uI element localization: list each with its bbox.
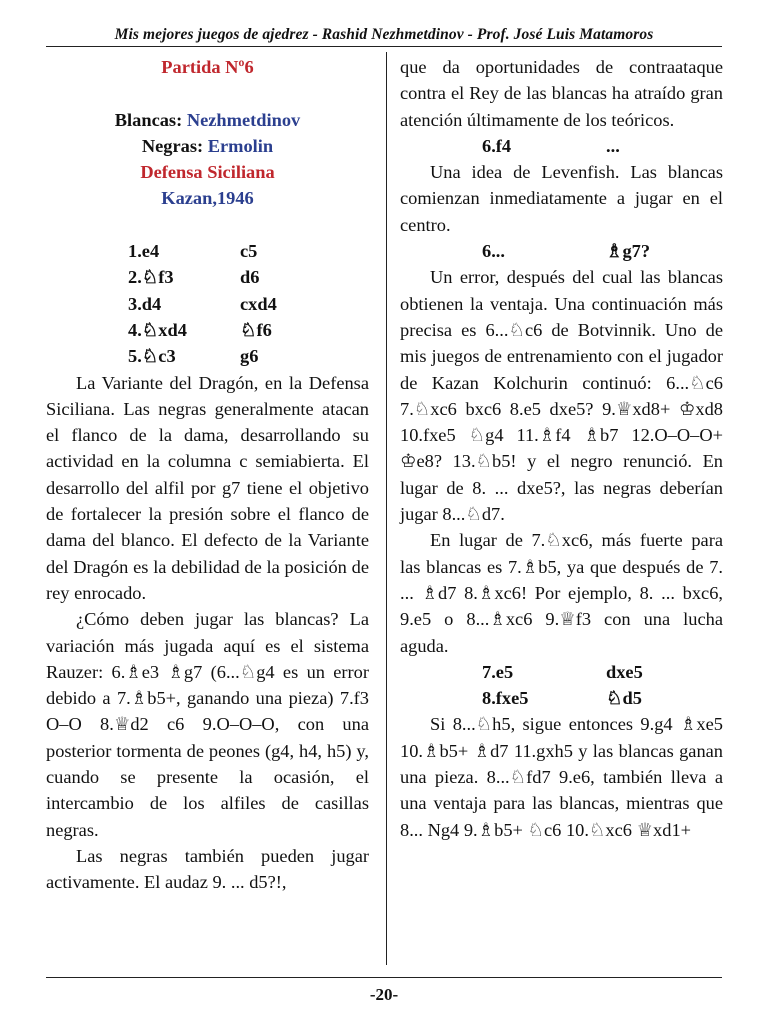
white-player-line	[46, 107, 369, 133]
paragraph-dragon: La Variante del Dragón, en la Defensa Siciliana. Las negras generalmente atacan el flanco de la dama, desarrollando su actividad en la columna c semiabierta. El desarrollo del alfil por g7 tiene el objetivo de fortalecer la presión sobre el flanco de dama del blanco. El defecto de la Variante del Dragón es la debilidad de la posición de rey enrocado.	[46, 372, 369, 603]
black-move: ...	[606, 135, 620, 156]
black-move: c5	[240, 241, 258, 262]
move-row-6b	[400, 238, 723, 264]
move-row	[46, 291, 369, 317]
black-move: dxe5	[606, 661, 643, 682]
paragraph-levenfish: Una idea de Levenfish. Las blancas comienzan inmediatamente a jugar en el centro.	[400, 162, 723, 235]
left-column	[46, 54, 369, 896]
opening-moves	[46, 238, 369, 369]
move-row-7	[400, 659, 723, 685]
black-move: d6	[240, 267, 260, 288]
move-row	[46, 317, 369, 343]
paragraph-rauzer: ¿Cómo deben jugar las blancas? La variación más jugada aquí es el sistema Rauzer: 6.♗e3 ♗g7 (6...♘g4 es un error debido a 7.♗b5+, ganando una pieza) 7.f3 O–O 8.♕d2 c6 9.O–O–O, con una posterior tormenta de peones (g4, h4, h5) y, cuando se presente la ocasión, el intercambio de los alfiles de casillas negras.	[46, 609, 369, 840]
white-move: 2.♘f3	[128, 267, 174, 288]
move-row	[46, 264, 369, 290]
move-row	[46, 238, 369, 264]
black-player: Ermolin	[207, 135, 274, 156]
header-rule	[46, 46, 722, 47]
move-row-8	[400, 685, 723, 711]
white-player: Nezhmetdinov	[186, 109, 301, 130]
white-move: 8.fxe5	[482, 688, 529, 709]
place-year: Kazan,1946	[161, 188, 254, 209]
black-move: cxd4	[240, 293, 277, 314]
white-move: 7.e5	[482, 661, 514, 682]
black-player-line	[46, 133, 369, 159]
black-move: ♘d5	[606, 688, 642, 709]
paragraph-continuation: que da oportunidades de contraataque contra el Rey de las blancas ha atraído gran atención últimamente de los teóricos.	[400, 57, 723, 130]
black-move: ♘f6	[240, 319, 272, 340]
white-move: 3.d4	[128, 293, 162, 314]
white-move: 4.♘xd4	[128, 319, 187, 340]
white-move: 1.e4	[128, 241, 160, 262]
right-column	[400, 54, 723, 843]
move-row-6	[400, 133, 723, 159]
paragraph-instead: En lugar de 7.♘xc6, más fuerte para las blancas es 7.♗b5, ya que después de 7. ... ♗d7 8.♗xc6! Por ejemplo, 8. ... bxc6, 9.e5 o 8...♗xc6 9.♕f3 con una lucha aguda.	[400, 530, 723, 656]
paragraph-last: Si 8...♘h5, sigue entonces 9.g4 ♗xe5 10.♗b5+ ♗d7 11.gxh5 y las blancas ganan una pieza. 8...♘fd7 9.e6, también lleva a una ventaja para las blancas, mientras que 8... Ng4 9.♗b5+ ♘c6 10.♘xc6 ♕xd1+	[400, 714, 723, 840]
black-move: ♗g7?	[606, 241, 651, 262]
white-move: 6...	[482, 241, 505, 262]
black-move: g6	[240, 346, 259, 367]
page-number: -20-	[369, 985, 399, 1004]
game-title: Partida Nº6	[161, 57, 254, 77]
column-divider	[386, 52, 387, 965]
black-label: Negras:	[141, 135, 204, 156]
opening-name: Defensa Siciliana	[140, 162, 275, 183]
move-row	[46, 343, 369, 369]
running-header: Mis mejores juegos de ajedrez - Rashid Nezhmetdinov - Prof. José Luis Matamoros	[114, 26, 654, 43]
white-label: Blancas:	[114, 109, 183, 130]
white-move: 6.f4	[482, 135, 512, 156]
paragraph-error: Un error, después del cual las blancas obtienen la ventaja. Una continuación más precisa es 6...♘c6 de Botvinnik. Uno de mis juegos de entrenamiento con el jugador de Kazan Kolchurin continuó: 6...♘c6 7.♘xc6 bxc6 8.e5 dxe5? 9.♕xd8+ ♔xd8 10.fxe5 ♘g4 11.♗f4 ♗b7 12.O–O–O+ ♔e8? 13.♘b5! y el negro renunció. En lugar de 8. ... dxe5?, las negras deberían jugar 8...♘d7.	[400, 267, 723, 525]
white-move: 5.♘c3	[128, 346, 176, 367]
footer-rule	[46, 977, 722, 978]
paragraph-black-active: Las negras también pueden jugar activamente. El audaz 9. ... d5?!,	[46, 845, 369, 893]
